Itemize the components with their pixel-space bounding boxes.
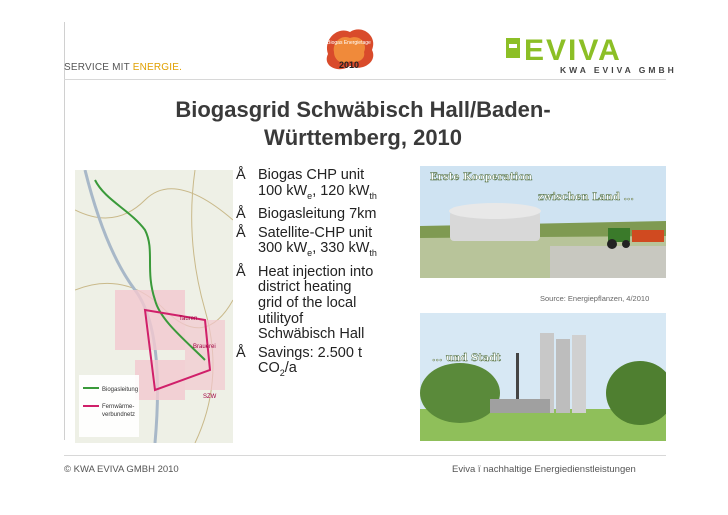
left-divider [64,22,65,440]
photo1-caption-line2: zwischen Land ... [538,192,634,203]
logo-wordmark: EVIVA [524,34,622,67]
photo-biogas-plant-cooperation [420,166,666,278]
bullet-item [234,168,424,204]
footer-copyright: © KWA EVIVA GMBH 2010 [64,464,179,475]
biogas-grid-map [75,170,233,443]
bullet-text: 100 $kW_e$, 120 $kW_{th}$ [258,182,377,201]
service-accent: ENERGIE. [132,62,183,73]
photo1-caption-line1: Erste Kooperation [430,172,533,183]
image-source-credit: Source: Energiepflanzen, 4/2010 [540,294,650,303]
map-label-szw: SZW [203,394,217,400]
map-label-tauren: Tauren [179,316,198,322]
map-legend-biogas: Biogasleitung [102,387,139,393]
bullet-item [234,226,424,262]
award-year: 2010 [338,60,360,70]
bullet-mark: Å [236,206,246,223]
bullet-text: Schwäbisch Hall [258,326,365,343]
bullet-text: district heating [258,279,352,296]
bullet-mark: Å [236,167,246,183]
bullet-mark: Å [236,263,246,280]
logo-subtitle: KWA EVIVA GMBH [560,65,677,75]
footer-tagline: Eviva ï nachhaltige Energiedienstleistungen [452,464,636,475]
bullet-text: Biogasleitung 7km [258,206,377,223]
slide-title [108,96,618,152]
map-label-brauerei: Brauerei [193,344,216,350]
service-tagline [64,62,182,73]
header-divider [64,79,666,80]
bullet-text: Satellite-CHP unit [258,224,373,241]
photo-city-chp-plant [420,313,666,441]
bullet-item [234,346,424,382]
bullet-mark: Å [236,224,246,241]
bullet-text: 300 $kW_e$, 330 $kW_{th}$ [258,240,377,259]
title-line-2: Württemberg, 2010 [263,125,463,150]
bullet-text: grid of the local [258,294,357,311]
eviva-logo [506,34,668,68]
bullet-text: Heat injection into [258,263,374,280]
energietage-award-logo [318,24,380,74]
bullet-text: Biogas CHP unit [258,167,365,183]
bullet-item [234,207,424,223]
bullet-mark: Å [236,344,246,361]
map-legend-fernwaerme-2: verbundnetz [102,412,136,418]
bullet-text: utilityof [258,310,304,327]
map-legend-fernwaerme-1: Fernwärme- [102,404,135,410]
bullet-text: $CO_2/a$ [258,360,297,379]
award-small-text: Biogas Energietage [327,40,371,46]
footer-divider [64,455,666,456]
bullet-list [234,168,424,385]
photo2-caption: ... und Stadt [432,353,501,364]
bullet-text: Savings: 2.500 t [258,344,362,361]
title-line-1: Biogasgrid Schwäbisch Hall/Baden- [175,97,551,122]
bullet-item [234,265,424,343]
service-prefix: SERVICE MIT [64,62,133,73]
